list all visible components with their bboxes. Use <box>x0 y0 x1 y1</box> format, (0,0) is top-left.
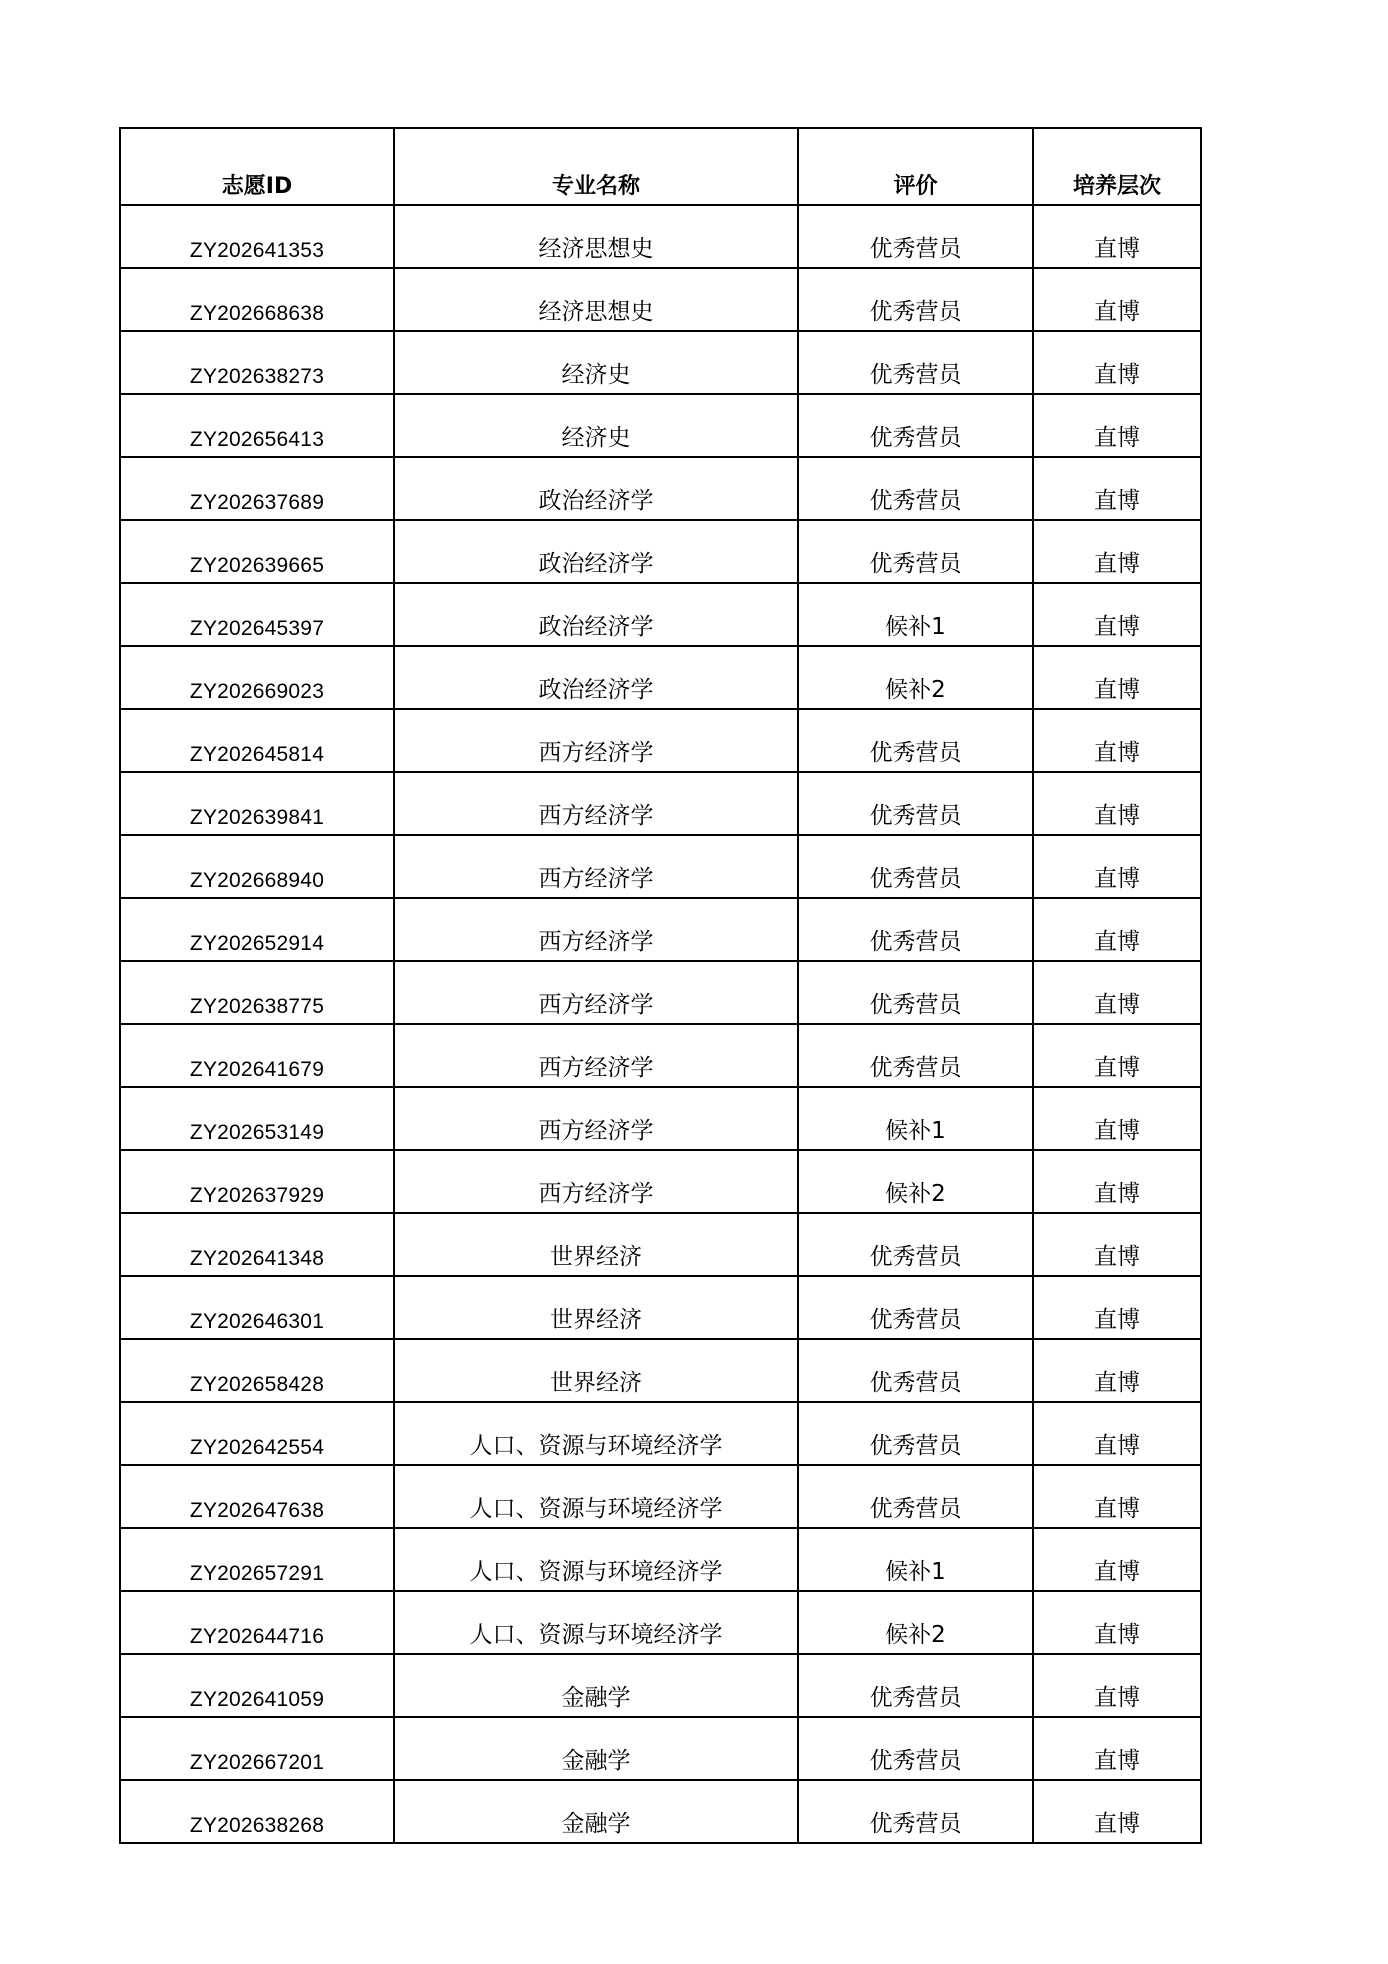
cell-major: 经济史 <box>394 331 798 394</box>
cell-level: 直博 <box>1033 1087 1201 1150</box>
cell-level: 直博 <box>1033 394 1201 457</box>
cell-major: 世界经济 <box>394 1213 798 1276</box>
cell-level: 直博 <box>1033 268 1201 331</box>
table-row <box>120 1150 1201 1213</box>
cell-evaluation: 候补2 <box>798 1150 1033 1213</box>
cell-evaluation: 候补2 <box>798 1591 1033 1654</box>
cell-id: ZY202647638 <box>120 1465 394 1528</box>
table-row <box>120 1213 1201 1276</box>
header-evaluation: 评价 <box>798 128 1033 205</box>
cell-id: ZY202656413 <box>120 394 394 457</box>
cell-id: ZY202641348 <box>120 1213 394 1276</box>
cell-level: 直博 <box>1033 1150 1201 1213</box>
cell-major: 经济史 <box>394 394 798 457</box>
table-row <box>120 1780 1201 1843</box>
table-row <box>120 1591 1201 1654</box>
table-row <box>120 772 1201 835</box>
cell-level: 直博 <box>1033 772 1201 835</box>
table-row <box>120 583 1201 646</box>
cell-id: ZY202641353 <box>120 205 394 268</box>
cell-id: ZY202668940 <box>120 835 394 898</box>
cell-level: 直博 <box>1033 583 1201 646</box>
header-row <box>120 128 1201 205</box>
cell-major: 政治经济学 <box>394 520 798 583</box>
cell-major: 金融学 <box>394 1654 798 1717</box>
cell-id: ZY202639841 <box>120 772 394 835</box>
cell-evaluation: 优秀营员 <box>798 331 1033 394</box>
table-row <box>120 1276 1201 1339</box>
cell-id: ZY202639665 <box>120 520 394 583</box>
table-header <box>120 128 1201 205</box>
cell-id: ZY202644716 <box>120 1591 394 1654</box>
table-row <box>120 1339 1201 1402</box>
cell-major: 政治经济学 <box>394 646 798 709</box>
cell-level: 直博 <box>1033 1024 1201 1087</box>
cell-major: 西方经济学 <box>394 898 798 961</box>
cell-evaluation: 优秀营员 <box>798 394 1033 457</box>
cell-evaluation: 优秀营员 <box>798 772 1033 835</box>
cell-evaluation: 优秀营员 <box>798 268 1033 331</box>
cell-evaluation: 优秀营员 <box>798 1780 1033 1843</box>
results-table <box>119 127 1202 1844</box>
cell-evaluation: 候补1 <box>798 1528 1033 1591</box>
cell-evaluation: 优秀营员 <box>798 457 1033 520</box>
cell-major: 西方经济学 <box>394 835 798 898</box>
cell-id: ZY202653149 <box>120 1087 394 1150</box>
cell-id: ZY202642554 <box>120 1402 394 1465</box>
cell-major: 经济思想史 <box>394 268 798 331</box>
cell-id: ZY202645397 <box>120 583 394 646</box>
cell-id: ZY202641059 <box>120 1654 394 1717</box>
cell-major: 世界经济 <box>394 1276 798 1339</box>
cell-id: ZY202658428 <box>120 1339 394 1402</box>
cell-evaluation: 候补1 <box>798 1087 1033 1150</box>
cell-evaluation: 优秀营员 <box>798 898 1033 961</box>
cell-major: 世界经济 <box>394 1339 798 1402</box>
cell-evaluation: 优秀营员 <box>798 520 1033 583</box>
cell-major: 西方经济学 <box>394 772 798 835</box>
cell-id: ZY202646301 <box>120 1276 394 1339</box>
table-row <box>120 457 1201 520</box>
table-row <box>120 394 1201 457</box>
cell-major: 金融学 <box>394 1780 798 1843</box>
table-row <box>120 205 1201 268</box>
cell-evaluation: 优秀营员 <box>798 1276 1033 1339</box>
cell-major: 政治经济学 <box>394 583 798 646</box>
header-id: 志愿ID <box>120 128 394 205</box>
cell-level: 直博 <box>1033 1276 1201 1339</box>
cell-level: 直博 <box>1033 1528 1201 1591</box>
table-row <box>120 1528 1201 1591</box>
table-row <box>120 268 1201 331</box>
cell-major: 政治经济学 <box>394 457 798 520</box>
cell-id: ZY202638273 <box>120 331 394 394</box>
table-row <box>120 709 1201 772</box>
cell-level: 直博 <box>1033 1780 1201 1843</box>
cell-level: 直博 <box>1033 1654 1201 1717</box>
table-row <box>120 520 1201 583</box>
table-row <box>120 1402 1201 1465</box>
cell-level: 直博 <box>1033 1402 1201 1465</box>
table-body <box>120 205 1201 1843</box>
table-row <box>120 1717 1201 1780</box>
cell-evaluation: 优秀营员 <box>798 1402 1033 1465</box>
cell-evaluation: 优秀营员 <box>798 1717 1033 1780</box>
cell-level: 直博 <box>1033 1717 1201 1780</box>
cell-level: 直博 <box>1033 709 1201 772</box>
table-row <box>120 331 1201 394</box>
cell-id: ZY202669023 <box>120 646 394 709</box>
cell-evaluation: 优秀营员 <box>798 1465 1033 1528</box>
cell-evaluation: 优秀营员 <box>798 205 1033 268</box>
cell-level: 直博 <box>1033 520 1201 583</box>
cell-evaluation: 优秀营员 <box>798 835 1033 898</box>
cell-major: 人口、资源与环境经济学 <box>394 1402 798 1465</box>
cell-level: 直博 <box>1033 1339 1201 1402</box>
cell-id: ZY202657291 <box>120 1528 394 1591</box>
header-level: 培养层次 <box>1033 128 1201 205</box>
cell-id: ZY202638268 <box>120 1780 394 1843</box>
cell-level: 直博 <box>1033 1465 1201 1528</box>
cell-level: 直博 <box>1033 961 1201 1024</box>
cell-level: 直博 <box>1033 457 1201 520</box>
table-row <box>120 835 1201 898</box>
cell-evaluation: 候补2 <box>798 646 1033 709</box>
cell-id: ZY202667201 <box>120 1717 394 1780</box>
cell-major: 西方经济学 <box>394 1024 798 1087</box>
cell-major: 金融学 <box>394 1717 798 1780</box>
cell-evaluation: 候补1 <box>798 583 1033 646</box>
cell-major: 人口、资源与环境经济学 <box>394 1591 798 1654</box>
cell-id: ZY202637929 <box>120 1150 394 1213</box>
cell-evaluation: 优秀营员 <box>798 1213 1033 1276</box>
cell-major: 西方经济学 <box>394 961 798 1024</box>
cell-major: 人口、资源与环境经济学 <box>394 1528 798 1591</box>
table-row <box>120 1465 1201 1528</box>
cell-major: 经济思想史 <box>394 205 798 268</box>
table-row <box>120 898 1201 961</box>
cell-level: 直博 <box>1033 205 1201 268</box>
cell-major: 西方经济学 <box>394 1150 798 1213</box>
cell-level: 直博 <box>1033 1213 1201 1276</box>
table-row <box>120 1087 1201 1150</box>
cell-major: 西方经济学 <box>394 1087 798 1150</box>
cell-level: 直博 <box>1033 835 1201 898</box>
cell-evaluation: 优秀营员 <box>798 961 1033 1024</box>
cell-id: ZY202668638 <box>120 268 394 331</box>
cell-id: ZY202637689 <box>120 457 394 520</box>
cell-evaluation: 优秀营员 <box>798 1654 1033 1717</box>
cell-id: ZY202645814 <box>120 709 394 772</box>
cell-id: ZY202641679 <box>120 1024 394 1087</box>
header-major: 专业名称 <box>394 128 798 205</box>
cell-major: 人口、资源与环境经济学 <box>394 1465 798 1528</box>
cell-level: 直博 <box>1033 1591 1201 1654</box>
cell-id: ZY202638775 <box>120 961 394 1024</box>
table-row <box>120 1024 1201 1087</box>
cell-evaluation: 优秀营员 <box>798 1024 1033 1087</box>
cell-evaluation: 优秀营员 <box>798 1339 1033 1402</box>
cell-major: 西方经济学 <box>394 709 798 772</box>
cell-level: 直博 <box>1033 331 1201 394</box>
cell-level: 直博 <box>1033 898 1201 961</box>
table-row <box>120 961 1201 1024</box>
table-row <box>120 1654 1201 1717</box>
cell-level: 直博 <box>1033 646 1201 709</box>
cell-evaluation: 优秀营员 <box>798 709 1033 772</box>
table-row <box>120 646 1201 709</box>
cell-id: ZY202652914 <box>120 898 394 961</box>
